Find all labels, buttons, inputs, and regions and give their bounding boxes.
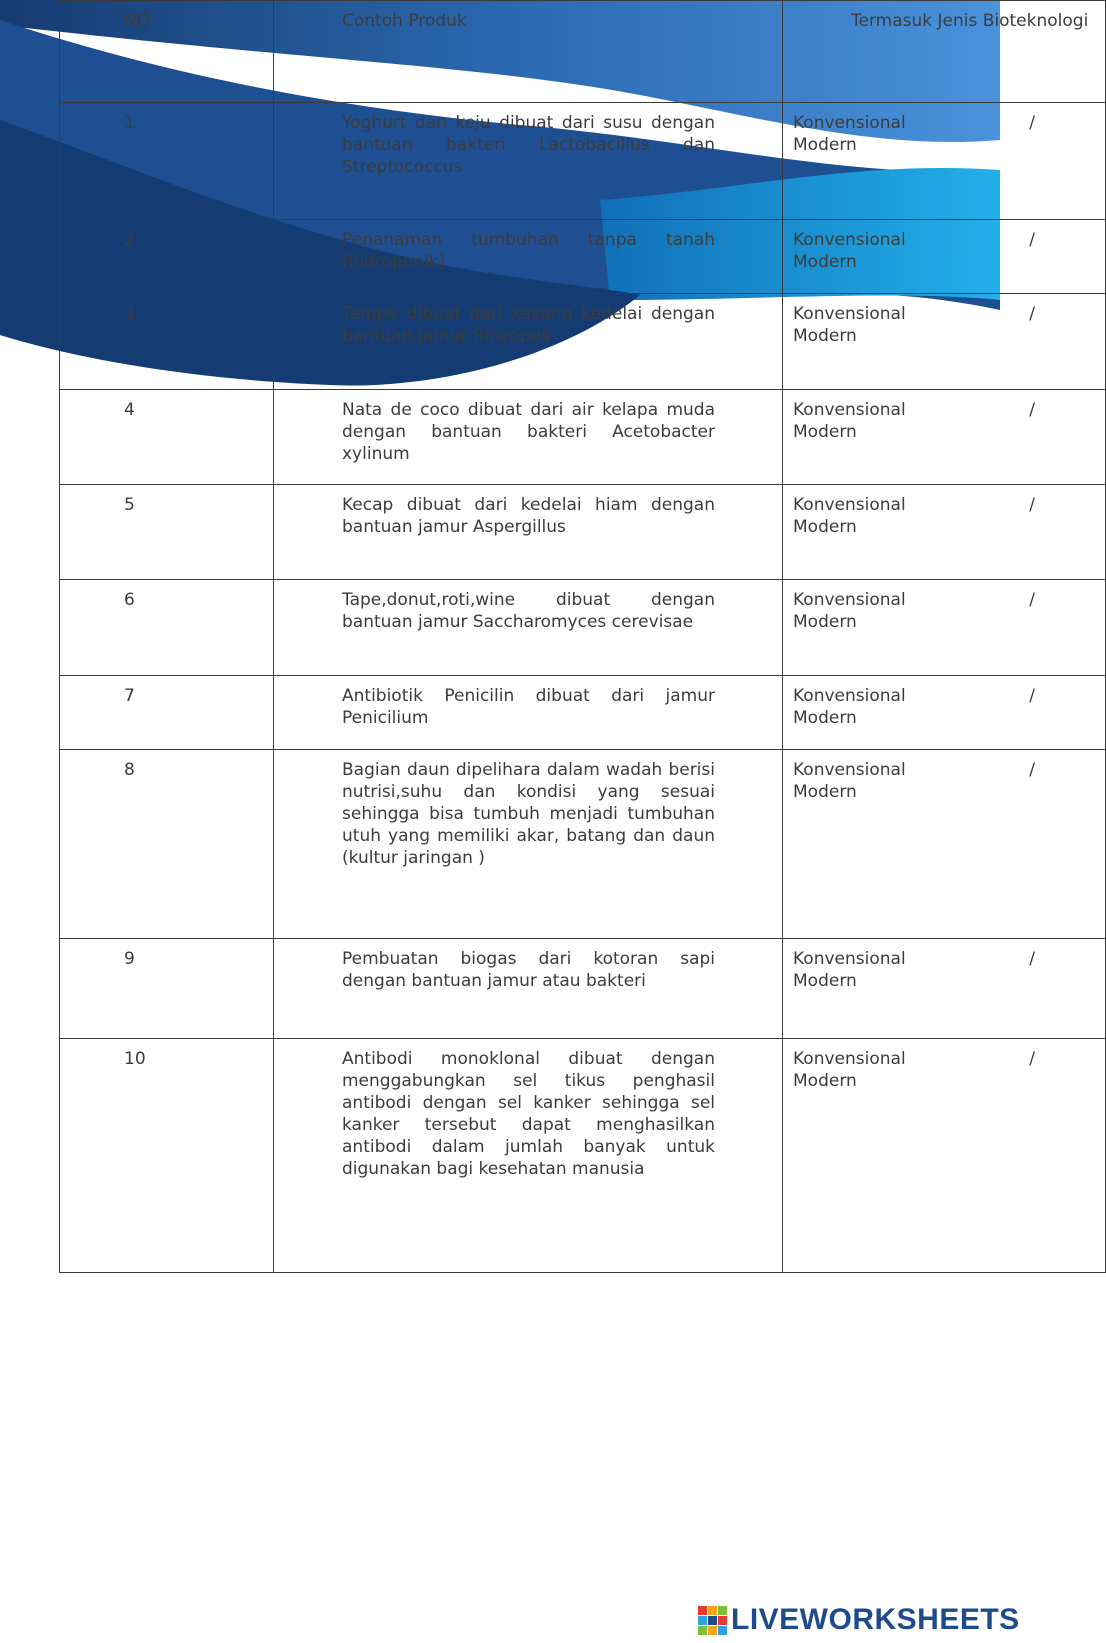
row-number: 9 xyxy=(60,939,274,1039)
row-number: 8 xyxy=(60,750,274,939)
row-type[interactable]: Konvensional / Modern xyxy=(783,1039,1106,1273)
table-row xyxy=(60,220,1106,294)
row-number: 5 xyxy=(60,485,274,580)
table-row xyxy=(60,294,1106,390)
row-product: Antibiotik Penicilin dibuat dari jamur Penicilium xyxy=(274,676,783,750)
row-number: 10 xyxy=(60,1039,274,1273)
header-type: Termasuk Jenis Bioteknologi xyxy=(783,1,1106,103)
row-number: 3 xyxy=(60,294,274,390)
row-type[interactable]: Konvensional / Modern xyxy=(783,939,1106,1039)
row-product: Pembuatan biogas dari kotoran sapi dengan bantuan jamur atau bakteri xyxy=(274,939,783,1039)
table-row xyxy=(60,103,1106,220)
row-product: Penanaman tumbuhan tanpa tanah (hidroponik) xyxy=(274,220,783,294)
liveworksheets-logo-icon xyxy=(698,1606,727,1635)
table-row xyxy=(60,390,1106,485)
row-number: 2 xyxy=(60,220,274,294)
row-product: Nata de coco dibuat dari air kelapa muda dengan bantuan bakteri Acetobacter xylinum xyxy=(274,390,783,485)
row-type[interactable]: Konvensional / Modern xyxy=(783,220,1106,294)
row-product: Kecap dibuat dari kedelai hiam dengan bantuan jamur Aspergillus xyxy=(274,485,783,580)
row-number: 6 xyxy=(60,580,274,676)
row-type[interactable]: Konvensional / Modern xyxy=(783,294,1106,390)
row-number: 1 xyxy=(60,103,274,220)
table-header-row xyxy=(60,1,1106,103)
row-product: Tape,donut,roti,wine dibuat dengan bantuan jamur Saccharomyces cerevisae xyxy=(274,580,783,676)
biotech-table xyxy=(59,0,1106,1273)
row-product: Tempe dibuat dari kacang kedelai dengan bantuan jamur Rhizopus xyxy=(274,294,783,390)
row-type[interactable]: Konvensional / Modern xyxy=(783,485,1106,580)
row-type[interactable]: Konvensional / Modern xyxy=(783,580,1106,676)
table-row xyxy=(60,485,1106,580)
row-type[interactable]: Konvensional / Modern xyxy=(783,390,1106,485)
row-product: Antibodi monoklonal dibuat dengan menggabungkan sel tikus penghasil antibodi dengan sel kanker sehingga sel kanker tersebut dapat menghasilkan antibodi dalam jumlah banyak untuk digunakan bagi kesehatan manusia xyxy=(274,1039,783,1273)
row-type[interactable]: Konvensional / Modern xyxy=(783,676,1106,750)
header-no: NO xyxy=(60,1,274,103)
row-number: 4 xyxy=(60,390,274,485)
table-row xyxy=(60,750,1106,939)
table-row xyxy=(60,1039,1106,1273)
row-product: Bagian daun dipelihara dalam wadah berisi nutrisi,suhu dan kondisi yang sesuai sehingga bisa tumbuh menjadi tumbuhan utuh yang memiliki akar, batang dan daun (kultur jaringan ) xyxy=(274,750,783,939)
liveworksheets-logo xyxy=(698,1604,1020,1636)
row-number: 7 xyxy=(60,676,274,750)
header-product: Contoh Produk xyxy=(274,1,783,103)
brand-name: LIVEWORKSHEETS xyxy=(731,1603,1020,1636)
table-row xyxy=(60,939,1106,1039)
table-row xyxy=(60,676,1106,750)
row-type[interactable]: Konvensional / Modern xyxy=(783,750,1106,939)
table-row xyxy=(60,580,1106,676)
row-product: Yoghurt dan keju dibuat dari susu dengan bantuan bakteri Lactobacillus dan Streptococcus xyxy=(274,103,783,220)
row-type[interactable]: Konvensional / Modern xyxy=(783,103,1106,220)
